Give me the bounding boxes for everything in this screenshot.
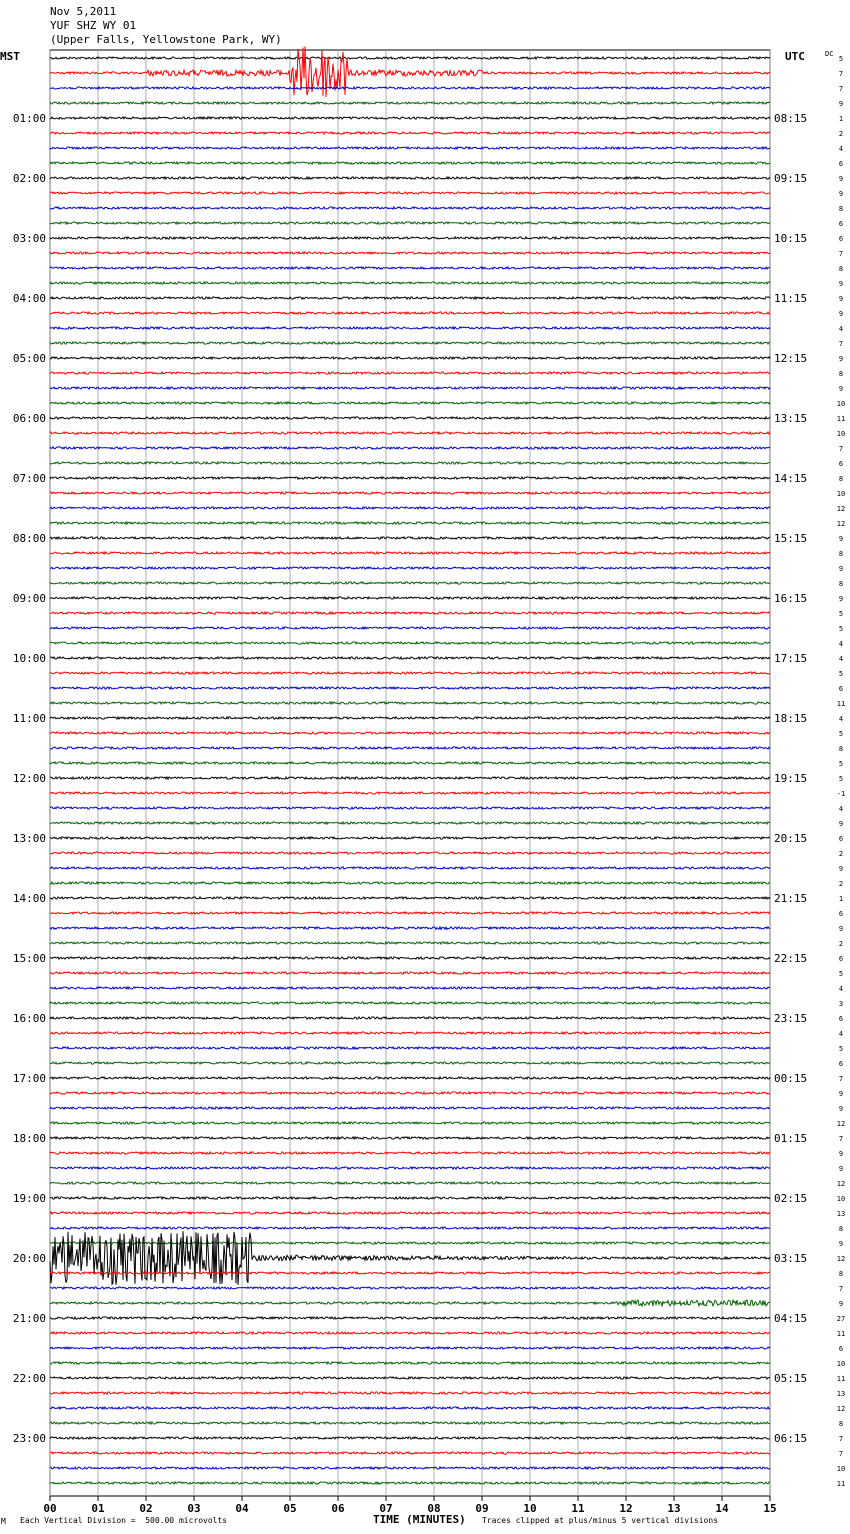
utc-hour-label: 00:15 xyxy=(774,1072,808,1085)
mst-hour-label: 12:00 xyxy=(12,772,46,785)
utc-hour-label: 03:15 xyxy=(774,1252,808,1265)
dc-offset-label: 8 xyxy=(838,475,844,483)
dc-offset-label: 3 xyxy=(838,1000,844,1008)
trace-row-27 xyxy=(50,447,770,449)
utc-hour-label: 11:15 xyxy=(774,292,808,305)
dc-offset-label: 7 xyxy=(838,1075,844,1083)
utc-hour-label: 09:15 xyxy=(774,172,808,185)
x-tick-label: 04 xyxy=(235,1502,249,1515)
trace-row-58 xyxy=(50,912,770,914)
dc-offset-label: 8 xyxy=(838,1420,844,1428)
dc-offset-label: 4 xyxy=(838,655,844,663)
trace-row-18 xyxy=(50,312,770,314)
mst-hour-label: 19:00 xyxy=(12,1192,46,1205)
dc-offset-label: 7 xyxy=(838,1450,844,1458)
dc-offset-label: 5 xyxy=(838,760,844,768)
dc-offset-label: 6 xyxy=(838,955,844,963)
trace-row-76 xyxy=(50,1182,770,1184)
utc-zone-label: UTC xyxy=(785,50,805,63)
trace-row-55 xyxy=(50,867,770,869)
trace-row-14 xyxy=(50,252,770,254)
trace-row-66 xyxy=(50,1032,770,1034)
label-group xyxy=(13,50,845,1515)
trace-row-8 xyxy=(50,162,770,164)
trace-row-25 xyxy=(50,417,770,419)
dc-offset-label: 6 xyxy=(838,1060,844,1068)
dc-offset-label: 13 xyxy=(836,1210,846,1218)
dc-offset-label: 5 xyxy=(838,970,844,978)
mst-hour-label: 09:00 xyxy=(12,592,46,605)
dc-offset-label: 8 xyxy=(838,580,844,588)
utc-hour-label: 04:15 xyxy=(774,1312,808,1325)
utc-hour-label: 12:15 xyxy=(774,352,808,365)
utc-hour-label: 23:15 xyxy=(774,1012,808,1025)
trace-row-45 xyxy=(50,717,770,719)
trace-row-22 xyxy=(50,372,770,374)
trace-row-5 xyxy=(50,117,770,119)
dc-offset-label: 9 xyxy=(838,595,844,603)
trace-row-54 xyxy=(50,852,770,854)
trace-row-93 xyxy=(50,1437,770,1439)
trace-row-46 xyxy=(50,732,770,734)
dc-offset-label: 9 xyxy=(838,310,844,318)
mst-hour-label: 18:00 xyxy=(12,1132,46,1145)
trace-row-85 xyxy=(50,1317,770,1319)
dc-offset-label: 7 xyxy=(838,340,844,348)
trace-row-44 xyxy=(50,702,770,704)
trace-row-11 xyxy=(50,207,770,209)
trace-row-94 xyxy=(50,1452,770,1454)
mst-zone-label: MST xyxy=(0,50,20,63)
mst-hour-label: 02:00 xyxy=(12,172,46,185)
dc-offset-label: 4 xyxy=(838,985,844,993)
dc-offset-label: 6 xyxy=(838,910,844,918)
dc-offset-label: 7 xyxy=(838,445,844,453)
dc-offset-label: 11 xyxy=(836,415,846,423)
trace-row-72 xyxy=(50,1122,770,1124)
x-tick-label: 07 xyxy=(379,1502,393,1515)
dc-offset-label: 7 xyxy=(838,1435,844,1443)
trace-row-86 xyxy=(50,1332,770,1334)
dc-offset-label: 5 xyxy=(838,625,844,633)
trace-row-4 xyxy=(50,102,770,104)
trace-group xyxy=(50,47,770,1485)
mst-hour-label: 01:00 xyxy=(12,112,46,125)
dc-offset-label: 9 xyxy=(838,565,844,573)
x-tick-label: 01 xyxy=(91,1502,105,1515)
header-location: (Upper Falls, Yellowstone Park, WY) xyxy=(50,33,282,46)
dc-offset-label: 9 xyxy=(838,865,844,873)
mst-hour-label: 04:00 xyxy=(12,292,46,305)
utc-hour-label: 17:15 xyxy=(774,652,808,665)
trace-row-90 xyxy=(50,1392,770,1394)
dc-offset-label: 9 xyxy=(838,355,844,363)
mst-hour-label: 11:00 xyxy=(12,712,46,725)
trace-row-49 xyxy=(50,777,770,779)
x-tick-label: 11 xyxy=(571,1502,585,1515)
dc-offset-label: 27 xyxy=(836,1315,846,1323)
mst-hour-label: 16:00 xyxy=(12,1012,46,1025)
dc-offset-label: 5 xyxy=(838,775,844,783)
x-tick-label: 03 xyxy=(187,1502,201,1515)
dc-offset-label: 4 xyxy=(838,1030,844,1038)
dc-offset-label: 7 xyxy=(838,85,844,93)
x-tick-label: 02 xyxy=(139,1502,153,1515)
dc-offset-label: 5 xyxy=(838,730,844,738)
utc-hour-label: 08:15 xyxy=(774,112,808,125)
trace-row-30 xyxy=(50,492,770,494)
dc-offset-label: 4 xyxy=(838,715,844,723)
dc-offset-label: 6 xyxy=(838,1015,844,1023)
dc-offset-label: 6 xyxy=(838,220,844,228)
trace-row-71 xyxy=(50,1107,770,1109)
x-tick-label: 00 xyxy=(43,1502,57,1515)
x-tick-label: 05 xyxy=(283,1502,297,1515)
x-tick-label: 12 xyxy=(619,1502,633,1515)
trace-row-10 xyxy=(50,192,770,194)
trace-row-36 xyxy=(50,582,770,584)
trace-row-81 xyxy=(50,1231,770,1285)
trace-row-40 xyxy=(50,642,770,644)
trace-row-84 xyxy=(50,1300,770,1306)
plot-frame xyxy=(50,50,770,1496)
trace-row-43 xyxy=(50,687,770,689)
utc-hour-label: 06:15 xyxy=(774,1432,808,1445)
trace-row-79 xyxy=(50,1227,770,1229)
dc-offset-label: 9 xyxy=(838,100,844,108)
mst-hour-label: 07:00 xyxy=(12,472,46,485)
dc-offset-label: 10 xyxy=(836,1360,846,1368)
trace-row-64 xyxy=(50,1002,770,1004)
trace-row-13 xyxy=(50,237,770,239)
scale-note: Each Vertical Division = 500.00 microvolts xyxy=(20,1516,228,1525)
utc-hour-label: 18:15 xyxy=(774,712,808,725)
trace-row-31 xyxy=(50,507,770,509)
dc-offset-label: 10 xyxy=(836,430,846,438)
mst-hour-label: 14:00 xyxy=(12,892,46,905)
trace-row-65 xyxy=(50,1017,770,1019)
x-tick-label: 06 xyxy=(331,1502,345,1515)
trace-row-53 xyxy=(50,837,770,839)
dc-offset-label: 9 xyxy=(838,1150,844,1158)
trace-row-59 xyxy=(50,927,770,930)
trace-row-3 xyxy=(50,87,770,89)
trace-row-23 xyxy=(50,387,770,389)
dc-offset-label: 9 xyxy=(838,1165,844,1173)
dc-offset-label: 12 xyxy=(836,1120,846,1128)
dc-offset-label: 11 xyxy=(836,1480,846,1488)
trace-row-32 xyxy=(50,522,770,524)
dc-offset-label: 8 xyxy=(838,370,844,378)
dc-offset-label: 12 xyxy=(836,1180,846,1188)
utc-hour-label: 14:15 xyxy=(774,472,808,485)
dc-offset-label: 4 xyxy=(838,145,844,153)
trace-row-37 xyxy=(50,597,770,599)
dc-offset-label: 2 xyxy=(838,880,844,888)
trace-row-51 xyxy=(50,807,770,809)
dc-offset-label: 7 xyxy=(838,1285,844,1293)
dc-offset-label: 5 xyxy=(838,1045,844,1053)
mst-hour-label: 15:00 xyxy=(12,952,46,965)
trace-row-38 xyxy=(50,612,770,614)
trace-row-2 xyxy=(50,47,770,98)
dc-offset-label: 8 xyxy=(838,550,844,558)
dc-offset-label: 9 xyxy=(838,1300,844,1308)
x-tick-label: 13 xyxy=(667,1502,681,1515)
trace-row-12 xyxy=(50,222,770,224)
dc-offset-label: 8 xyxy=(838,265,844,273)
dc-offset-label: 12 xyxy=(836,520,846,528)
dc-offset-label: -1 xyxy=(836,790,846,798)
trace-row-26 xyxy=(50,432,770,434)
dc-offset-label: 9 xyxy=(838,1090,844,1098)
utc-hour-label: 19:15 xyxy=(774,772,808,785)
trace-row-17 xyxy=(50,297,770,299)
trace-row-50 xyxy=(50,792,770,794)
trace-row-89 xyxy=(50,1377,770,1379)
mst-hour-label: 03:00 xyxy=(12,232,46,245)
trace-row-34 xyxy=(50,552,770,554)
trace-row-9 xyxy=(50,177,770,179)
trace-row-21 xyxy=(50,357,770,359)
mst-hour-label: 22:00 xyxy=(12,1372,46,1385)
trace-row-47 xyxy=(50,747,770,749)
dc-offset-label: 5 xyxy=(838,670,844,678)
dc-offset-label: 9 xyxy=(838,385,844,393)
dc-offset-label: 13 xyxy=(836,1390,846,1398)
dc-offset-label: 6 xyxy=(838,460,844,468)
dc-offset-label: 4 xyxy=(838,805,844,813)
trace-row-57 xyxy=(50,897,770,899)
x-tick-label: 09 xyxy=(475,1502,489,1515)
dc-offset-label: 6 xyxy=(838,1345,844,1353)
dc-offset-label: 10 xyxy=(836,1465,846,1473)
utc-hour-label: 01:15 xyxy=(774,1132,808,1145)
trace-row-73 xyxy=(50,1137,770,1139)
trace-row-77 xyxy=(50,1197,770,1199)
trace-row-60 xyxy=(50,942,770,944)
clip-note: Traces clipped at plus/minus 5 vertical divisions xyxy=(482,1516,719,1525)
dc-offset-label: 2 xyxy=(838,130,844,138)
dc-offset-label: 6 xyxy=(838,835,844,843)
trace-row-29 xyxy=(50,477,770,479)
dc-offset-label: 2 xyxy=(838,850,844,858)
trace-row-95 xyxy=(50,1467,770,1469)
utc-hour-label: 05:15 xyxy=(774,1372,808,1385)
dc-offset-label: 9 xyxy=(838,535,844,543)
dc-offset-label: 10 xyxy=(836,400,846,408)
dc-offset-label: 2 xyxy=(838,940,844,948)
dc-offset-label: 8 xyxy=(838,745,844,753)
mst-hour-label: 21:00 xyxy=(12,1312,46,1325)
trace-row-39 xyxy=(50,627,770,629)
trace-row-52 xyxy=(50,822,770,824)
trace-row-68 xyxy=(50,1062,770,1064)
dc-offset-label: 12 xyxy=(836,505,846,513)
dc-offset-label: 5 xyxy=(838,55,844,63)
trace-row-1 xyxy=(50,57,770,59)
trace-row-33 xyxy=(50,537,770,539)
utc-hour-label: 20:15 xyxy=(774,832,808,845)
trace-row-48 xyxy=(50,762,770,764)
mst-hour-label: 05:00 xyxy=(12,352,46,365)
trace-row-69 xyxy=(50,1077,770,1079)
x-axis-title: TIME (MINUTES) xyxy=(373,1513,466,1526)
trace-row-41 xyxy=(50,657,770,659)
x-tick-label: 15 xyxy=(763,1502,777,1515)
dc-offset-label: 4 xyxy=(838,640,844,648)
dc-offset-label: 10 xyxy=(836,1195,846,1203)
dc-offset-label: 8 xyxy=(838,1225,844,1233)
utc-hour-label: 21:15 xyxy=(774,892,808,905)
utc-hour-label: 15:15 xyxy=(774,532,808,545)
dc-offset-label: 5 xyxy=(838,610,844,618)
dc-offset-label: 1 xyxy=(838,895,844,903)
trace-row-19 xyxy=(50,327,770,329)
corner-mark: M xyxy=(1,1517,6,1526)
trace-row-62 xyxy=(50,972,770,974)
dc-offset-label: 9 xyxy=(838,1240,844,1248)
trace-row-78 xyxy=(50,1212,770,1214)
trace-row-67 xyxy=(50,1047,770,1049)
dc-offset-label: 9 xyxy=(838,295,844,303)
dc-offset-label: 10 xyxy=(836,490,846,498)
trace-row-92 xyxy=(50,1422,770,1424)
trace-row-24 xyxy=(50,402,770,404)
dc-offset-label: 9 xyxy=(838,1105,844,1113)
x-tick-label: 10 xyxy=(523,1502,537,1515)
dc-offset-label: 8 xyxy=(838,1270,844,1278)
trace-row-74 xyxy=(50,1152,770,1154)
dc-offset-label: 9 xyxy=(838,280,844,288)
dc-offset-label: 7 xyxy=(838,70,844,78)
mst-hour-label: 23:00 xyxy=(12,1432,46,1445)
mst-hour-label: 10:00 xyxy=(12,652,46,665)
utc-hour-label: 13:15 xyxy=(774,412,808,425)
dc-offset-label: 11 xyxy=(836,1375,846,1383)
x-tick-label: 08 xyxy=(427,1502,441,1515)
dc-offset-label: 9 xyxy=(838,925,844,933)
utc-hour-label: 22:15 xyxy=(774,952,808,965)
trace-row-6 xyxy=(50,132,770,134)
trace-row-20 xyxy=(50,342,770,344)
x-tick-label: 14 xyxy=(715,1502,729,1515)
trace-row-16 xyxy=(50,282,770,284)
trace-row-61 xyxy=(50,957,770,959)
mst-hour-label: 08:00 xyxy=(12,532,46,545)
mst-hour-label: 13:00 xyxy=(12,832,46,845)
dc-offset-label: 6 xyxy=(838,235,844,243)
trace-row-15 xyxy=(50,267,770,269)
dc-offset-label: 9 xyxy=(838,190,844,198)
dc-offset-label: 11 xyxy=(836,700,846,708)
dc-offset-label: 7 xyxy=(838,1135,844,1143)
trace-row-70 xyxy=(50,1092,770,1094)
utc-hour-label: 10:15 xyxy=(774,232,808,245)
dc-offset-label: 7 xyxy=(838,250,844,258)
trace-row-28 xyxy=(50,462,770,464)
dc-column-label: DC xyxy=(825,50,834,58)
dc-offset-label: 12 xyxy=(836,1255,846,1263)
trace-row-83 xyxy=(50,1287,770,1289)
trace-row-91 xyxy=(50,1407,770,1409)
utc-hour-label: 16:15 xyxy=(774,592,808,605)
dc-offset-label: 4 xyxy=(838,325,844,333)
mst-hour-label: 20:00 xyxy=(12,1252,46,1265)
trace-row-75 xyxy=(50,1167,770,1169)
dc-offset-label: 1 xyxy=(838,115,844,123)
utc-hour-label: 02:15 xyxy=(774,1192,808,1205)
header-date: Nov 5,2011 xyxy=(50,5,117,18)
header-station: YUF SHZ WY 01 xyxy=(50,19,137,32)
mst-hour-label: 06:00 xyxy=(12,412,46,425)
trace-row-96 xyxy=(50,1482,770,1484)
dc-offset-label: 6 xyxy=(838,685,844,693)
dc-offset-label: 9 xyxy=(838,820,844,828)
dc-offset-label: 9 xyxy=(838,175,844,183)
trace-row-82 xyxy=(50,1272,770,1274)
trace-row-56 xyxy=(50,882,770,884)
dc-offset-label: 12 xyxy=(836,1405,846,1413)
trace-row-87 xyxy=(50,1347,770,1349)
trace-row-42 xyxy=(50,672,770,674)
trace-row-88 xyxy=(50,1362,770,1364)
dc-offset-label: 11 xyxy=(836,1330,846,1338)
trace-row-7 xyxy=(50,147,770,149)
trace-row-35 xyxy=(50,567,770,569)
dc-offset-label: 6 xyxy=(838,160,844,168)
trace-row-63 xyxy=(50,987,770,989)
dc-offset-label: 8 xyxy=(838,205,844,213)
mst-hour-label: 17:00 xyxy=(12,1072,46,1085)
